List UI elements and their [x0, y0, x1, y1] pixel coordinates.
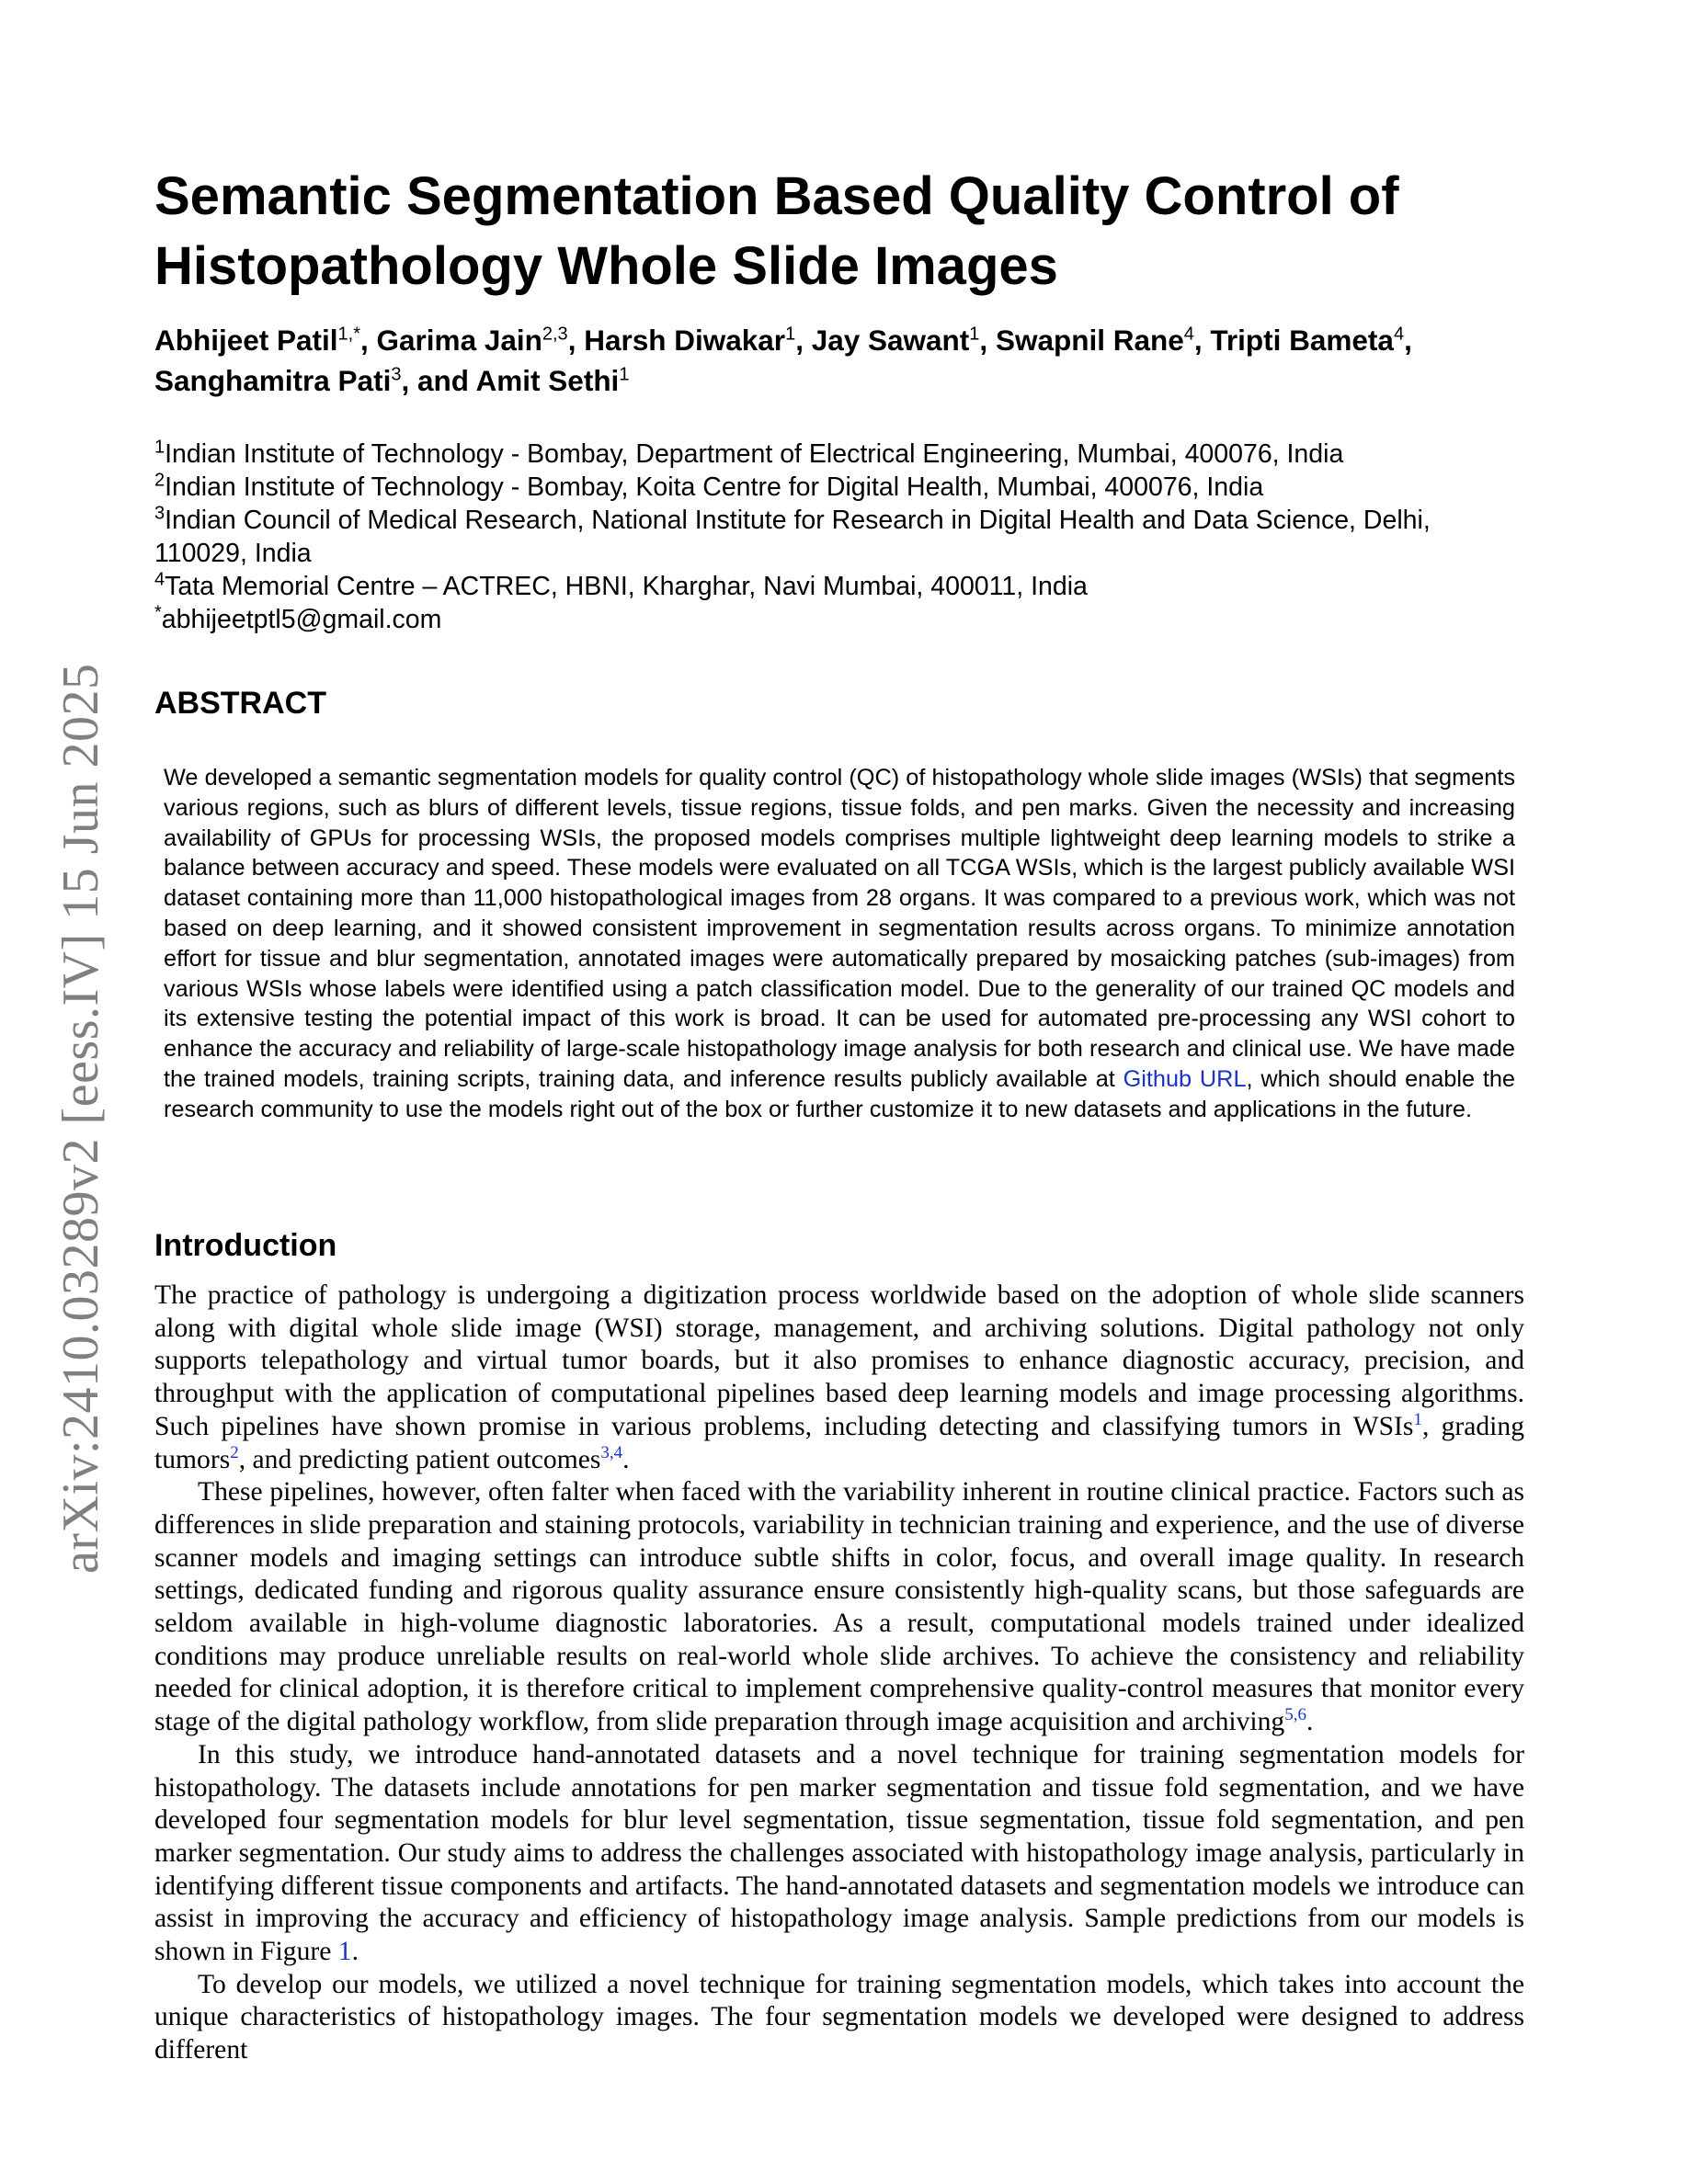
author-name: Harsh Diwakar: [584, 324, 786, 357]
author-separator: ,: [1404, 324, 1412, 357]
author-affiliation-mark: 1: [969, 324, 980, 345]
citation-separator: ,: [609, 1442, 614, 1462]
author-affiliation-mark: 4: [1393, 324, 1405, 345]
abstract-body: We developed a semantic segmentation models for quality control (QC) of histopathology whole slide images (WSIs) that segments various regions, such as blurs of different levels, tissue regions, tissue folds, and pen marks. Given the necessity and increasing availability of GPUs for processing WSIs, the proposed models comprises multiple lightweight deep learning models to strike a balance between accuracy and speed. These models were evaluated on all TCGA WSIs, which is the largest publicly available WSI dataset containing more than 11,000 histopathological images from 28 organs. It was compared to a previous work, which was not based on deep learning, and it showed consistent improvement in segmentation results across organs. To minimize annotation effort for tissue and blur segmentation, annotated images were automatically prepared by mosaicking patches (sub-images) from various WSIs whose labels were identified using a patch classification model. Due to the generality of our trained QC models and its extensive testing the potential impact of this work is broad. It can be used for automated pre-processing any WSI cohort to enhance the accuracy and reliability of large-scale histopathology image analysis for both research and clinical use. We have made the trained models, training scripts, training data, and inference results publicly available at: [164, 765, 1515, 1092]
author-name: Tripti Bameta: [1210, 324, 1394, 357]
author-affiliation-mark: 3: [391, 364, 402, 385]
affiliation-mark: *: [154, 602, 162, 623]
author-separator: ,: [1193, 324, 1211, 357]
abstract-heading: ABSTRACT: [154, 686, 326, 721]
author-separator: ,: [979, 324, 996, 357]
paragraph-text: To develop our models, we utilized a novel technique for training segmentation models, which takes into account the unique characteristics of histopathology images. The four segmentation models we developed were designed to address different: [154, 1969, 1524, 2065]
affiliation-mark: 4: [154, 569, 165, 590]
author-separator: ,: [795, 324, 812, 357]
affiliation-text: Indian Institute of Technology - Bombay, Department of Electrical Engineering, Mumbai, 400076, India: [165, 439, 1344, 469]
paper-title: Semantic Segmentation Based Quality Control of Histopathology Whole Slide Images: [154, 166, 1399, 296]
affiliation-text: Tata Memorial Centre – ACTREC, HBNI, Kharghar, Navi Mumbai, 400011, India: [165, 572, 1088, 601]
author-affiliation-mark: 1,*: [337, 324, 361, 345]
author-name: Amit Sethi: [475, 364, 620, 397]
paragraph-text: .: [622, 1444, 630, 1474]
citation-separator: ,: [1293, 1705, 1298, 1725]
paragraph: [154, 1476, 1524, 1739]
affiliation-text: Indian Institute of Technology - Bombay, Koita Centre for Digital Health, Mumbai, 400076, India: [165, 472, 1264, 502]
citation-link[interactable]: 2: [230, 1442, 239, 1462]
github-link[interactable]: Github URL: [1123, 1065, 1247, 1092]
abstract-text: [164, 763, 1515, 1125]
figure-reference-link[interactable]: 1: [337, 1937, 352, 1967]
paragraph: [154, 1280, 1524, 1476]
paragraph-text: These pipelines, however, often falter when faced with the variability inherent in routine clinical practice. Factors such as differences in slide preparation and staining protocols, variability in technician training and experience, and the use of diverse scanner models and imaging settings can introduce subtle shifts in color, focus, and overall image quality. In research settings, dedicated funding and rigorous quality assurance ensure consistently high-quality scans, but those safeguards are seldom available in high-volume diagnostic laboratories. As a result, computational models trained under idealized conditions may produce unreliable results on real-world whole slide archives. To achieve the consistency and reliability needed for clinical adoption, it is therefore critical to implement comprehensive quality-control measures that monitor every stage of the digital pathology workflow, from slide preparation through image acquisition and archiving: [154, 1477, 1524, 1737]
affiliation-mark: 3: [154, 503, 165, 524]
citation-link[interactable]: 6: [1297, 1705, 1306, 1725]
email-text: abhijeetptl5@gmail.com: [161, 605, 442, 634]
author-name: Abhijeet Patil: [154, 324, 338, 357]
paragraph-text: .: [351, 1937, 359, 1967]
affiliation: [154, 471, 1534, 504]
author-name: Jay Sawant: [811, 324, 970, 357]
affiliation: [154, 504, 1515, 570]
author-affiliation-mark: 1: [785, 324, 796, 345]
author-affiliation-mark: 4: [1183, 324, 1194, 345]
author-separator: , and: [401, 364, 476, 397]
author-list: [154, 320, 1534, 401]
author-name: Swapnil Rane: [995, 324, 1184, 357]
paragraph-text: .: [1306, 1707, 1314, 1737]
paragraph-text: , grading tumors: [154, 1411, 1524, 1474]
corresponding-email: [154, 603, 1534, 636]
citation-link[interactable]: 3: [600, 1442, 610, 1462]
paragraph: [154, 1739, 1524, 1969]
affiliation: [154, 438, 1534, 471]
arxiv-identifier: arXiv:2410.03289v2 [eess.IV] 15 Jun 2025: [52, 663, 109, 1574]
paragraph: [154, 1969, 1524, 2067]
author-separator: ,: [360, 324, 377, 357]
citation-link[interactable]: 1: [1413, 1409, 1422, 1429]
author-affiliation-mark: 2,3: [542, 324, 568, 345]
citation-link[interactable]: 5: [1284, 1705, 1294, 1725]
paragraph-text: The practice of pathology is undergoing a digitization process worldwide based on the adoption of whole slide scanners along with digital whole slide image (WSI) storage, management, and archiving solutions. Digital pathology not only supports telepathology and virtual tumor boards, but it also promises to enhance diagnostic accuracy, precision, and throughput with the application of computational pipelines based deep learning models and image processing algorithms. Such pipelines have shown promise in various problems, including detecting and classifying tumors in WSIs: [154, 1280, 1524, 1441]
affiliation-list: [154, 438, 1534, 636]
affiliation-mark: 2: [154, 470, 165, 491]
affiliation: [154, 570, 1534, 603]
introduction-body: [154, 1280, 1524, 2067]
paragraph-text: In this study, we introduce hand-annotated datasets and a novel technique for training segmentation models for histopathology. The datasets include annotations for pen marker segmentation and tissue fold segmentation, and we have developed four segmentation models for blur level segmentation, tissue segmentation, tissue fold segmentation, and pen marker segmentation. Our study aims to address the challenges associated with histopathology image analysis, particularly in identifying different tissue components and artifacts. The hand-annotated datasets and segmentation models we introduce can assist in improving the accuracy and efficiency of histopathology image analysis. Sample predictions from our models is shown in Figure: [154, 1739, 1524, 1967]
abstract-body-end: , which should enable the research community to use the models right out of the box or further customize it to new datasets and applications in the future.: [164, 1065, 1515, 1122]
introduction-heading: Introduction: [154, 1228, 337, 1263]
affiliation-text: Indian Council of Medical Research, National Institute for Research in Digital Health and Data Science, Delhi, 110029, India: [154, 506, 1431, 568]
paragraph-text: , and predicting patient outcomes: [238, 1444, 601, 1474]
author-separator: ,: [567, 324, 585, 357]
author-affiliation-mark: 1: [619, 364, 630, 385]
affiliation-mark: 1: [154, 437, 165, 458]
author-name: Garima Jain: [376, 324, 542, 357]
author-name: Sanghamitra Pati: [154, 364, 392, 397]
citation-link[interactable]: 4: [613, 1442, 623, 1462]
